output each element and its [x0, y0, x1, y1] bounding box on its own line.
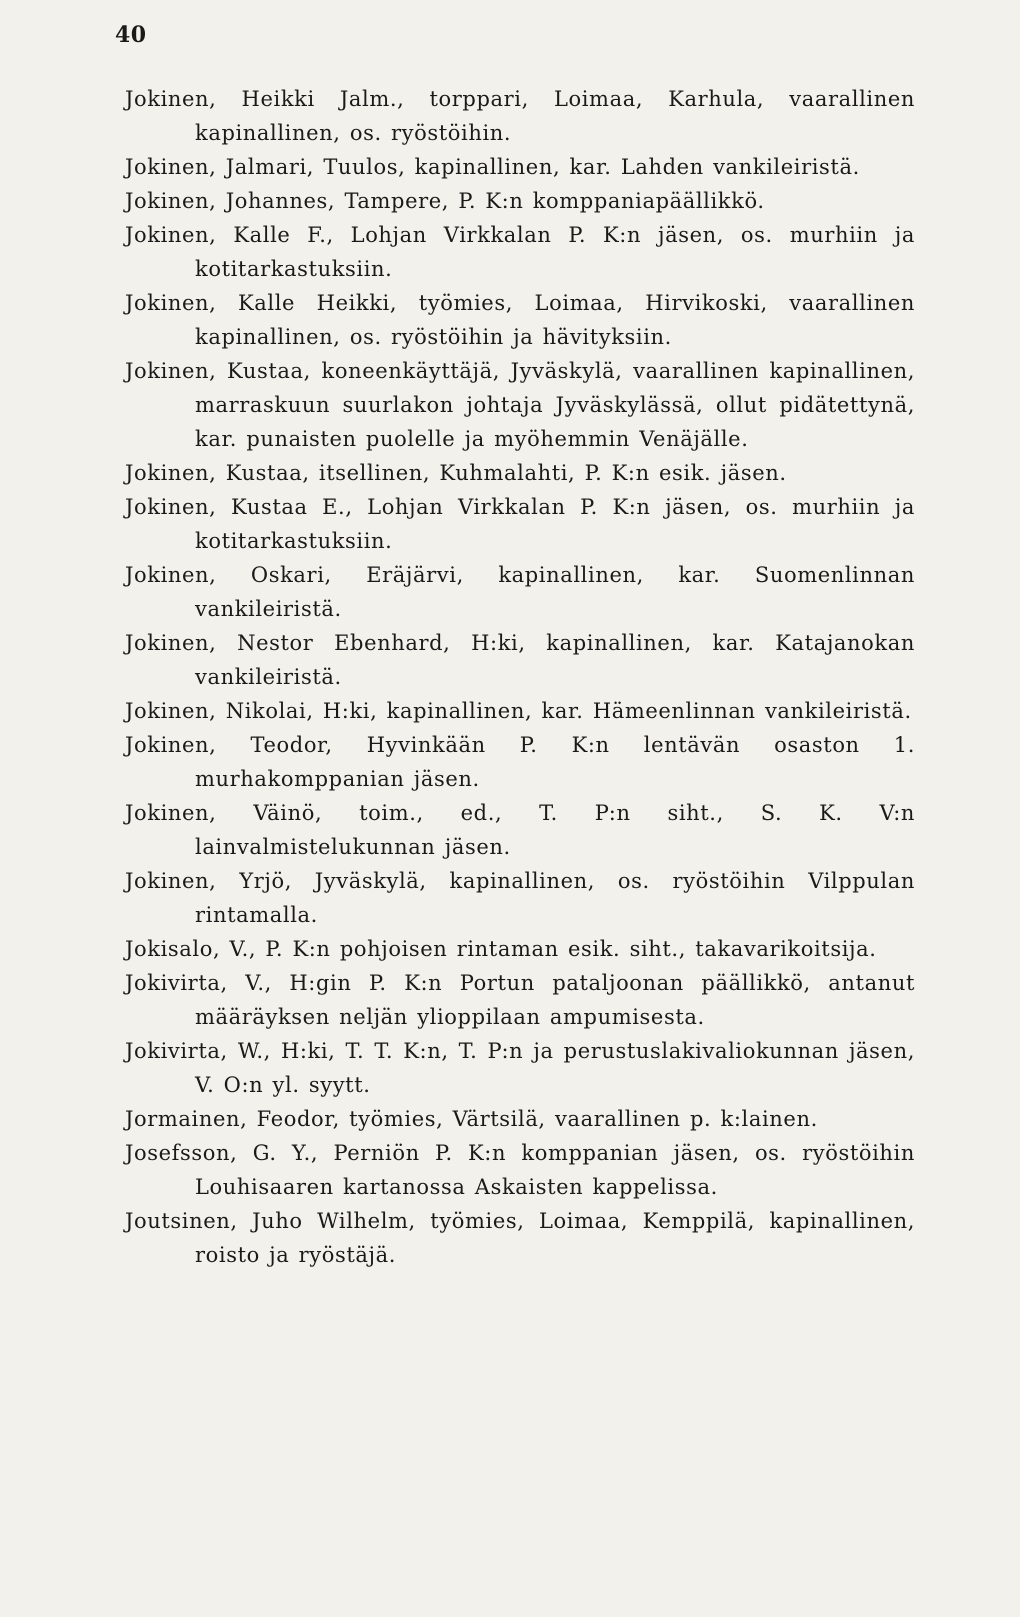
- list-item: Jokinen, Yrjö, Jyväskylä, kapinallinen, os. ryöstöihin Vilppulan rintamalla.: [125, 869, 915, 927]
- list-item: Jokinen, Nestor Ebenhard, H:ki, kapinallinen, kar. Katajanokan vankileiristä.: [125, 631, 915, 689]
- list-item: Jokinen, Kustaa, koneenkäyttäjä, Jyväskylä, vaarallinen kapinallinen, marraskuun suurlakon johtaja Jyväskylässä, ollut pidätettynä, kar. punaisten puolelle ja myöhemmin Venäjälle.: [125, 359, 915, 451]
- list-item: Jokinen, Heikki Jalm., torppari, Loimaa, Karhula, vaarallinen kapinallinen, os. ryöstöihin.: [125, 87, 915, 145]
- entry-list: [125, 82, 915, 1272]
- list-item: Jokinen, Teodor, Hyvinkään P. K:n lentävän osaston 1. murhakomppanian jäsen.: [125, 733, 915, 791]
- list-item: Jokinen, Kalle F., Lohjan Virkkalan P. K:n jäsen, os. murhiin ja kotitarkastuksiin.: [125, 223, 915, 281]
- list-item: Jokinen, Väinö, toim., ed., T. P:n siht., S. K. V:n lainvalmistelukunnan jäsen.: [125, 801, 915, 859]
- list-item: Josefsson, G. Y., Perniön P. K:n komppanian jäsen, os. ryöstöihin Louhisaaren kartanossa Askaisten kappelissa.: [125, 1141, 915, 1199]
- list-item: Jokisalo, V., P. K:n pohjoisen rintaman esik. siht., takavarikoitsija.: [125, 937, 877, 961]
- list-item: Jokinen, Jalmari, Tuulos, kapinallinen, kar. Lahden vankileiristä.: [125, 155, 860, 179]
- list-item: Jokinen, Kustaa, itsellinen, Kuhmalahti, P. K:n esik. jäsen.: [125, 461, 787, 485]
- list-item: Jokinen, Nikolai, H:ki, kapinallinen, kar. Hämeenlinnan vankileiristä.: [125, 699, 912, 723]
- list-item: Jokinen, Oskari, Eräjärvi, kapinallinen, kar. Suomenlinnan vankileiristä.: [125, 563, 915, 621]
- page-number: 40: [115, 22, 147, 48]
- list-item: Jokinen, Johannes, Tampere, P. K:n komppaniapäällikkö.: [125, 189, 765, 213]
- list-item: Jokivirta, V., H:gin P. K:n Portun pataljoonan päällikkö, antanut määräyksen neljän ylioppilaan ampumisesta.: [125, 971, 915, 1029]
- list-item: Joutsinen, Juho Wilhelm, työmies, Loimaa, Kemppilä, kapinallinen, roisto ja ryöstäjä.: [125, 1209, 915, 1267]
- list-item: Jokinen, Kalle Heikki, työmies, Loimaa, Hirvikoski, vaarallinen kapinallinen, os. ryöstöihin ja hävityksiin.: [125, 291, 915, 349]
- list-item: Jokivirta, W., H:ki, T. T. K:n, T. P:n ja perustuslakivaliokunnan jäsen, V. O:n yl. syytt.: [125, 1039, 915, 1097]
- list-item: Jormainen, Feodor, työmies, Värtsilä, vaarallinen p. k:lainen.: [125, 1107, 818, 1131]
- list-item: Jokinen, Kustaa E., Lohjan Virkkalan P. K:n jäsen, os. murhiin ja kotitarkastuksiin.: [125, 495, 915, 553]
